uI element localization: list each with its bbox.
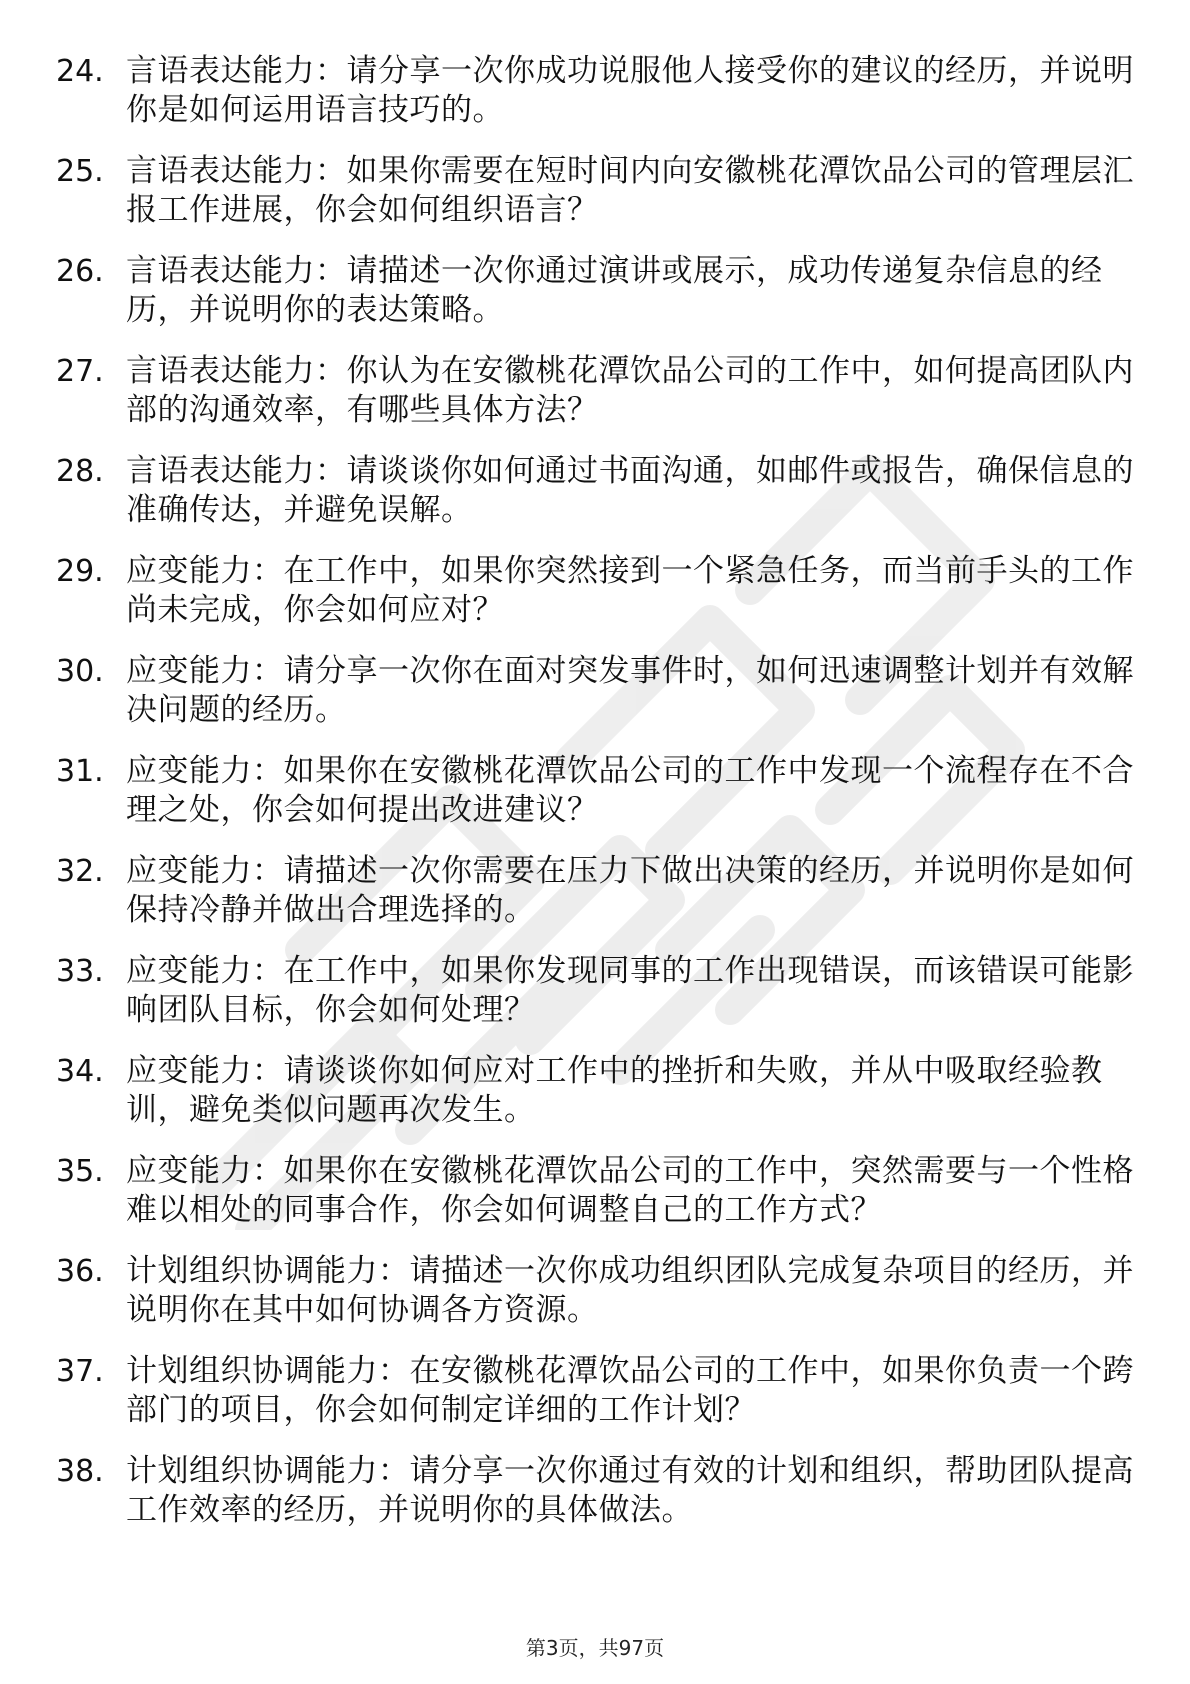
- page-footer: [0, 1632, 1190, 1661]
- question-number: 28.: [56, 454, 104, 489]
- question-number: 31.: [56, 754, 104, 789]
- question-number: 30.: [56, 654, 104, 689]
- question-number: 35.: [56, 1154, 104, 1189]
- page-number-label: 第3页，共97页: [525, 1636, 665, 1660]
- question-item: [56, 1452, 1136, 1552]
- question-text: 言语表达能力：如果你需要在短时间内向安徽桃花潭饮品公司的管理层汇报工作进展，你会如何组织语言？: [126, 153, 1134, 228]
- question-item: [56, 1052, 1136, 1152]
- question-text: 应变能力：请谈谈你如何应对工作中的挫折和失败，并从中吸取经验教训，避免类似问题再次发生。: [126, 1053, 1103, 1128]
- question-text: 言语表达能力：请分享一次你成功说服他人接受你的建议的经历，并说明你是如何运用语言技巧的。: [126, 53, 1134, 128]
- question-item: [56, 952, 1136, 1052]
- question-text: 言语表达能力：请谈谈你如何通过书面沟通，如邮件或报告，确保信息的准确传达，并避免误解。: [126, 453, 1134, 528]
- question-number: 32.: [56, 854, 104, 889]
- question-item: [56, 1252, 1136, 1352]
- question-text: 计划组织协调能力：请描述一次你成功组织团队完成复杂项目的经历，并说明你在其中如何协调各方资源。: [126, 1253, 1134, 1328]
- question-item: [56, 152, 1136, 252]
- question-item: [56, 52, 1136, 152]
- question-text: 应变能力：在工作中，如果你突然接到一个紧急任务，而当前手头的工作尚未完成，你会如何应对？: [126, 553, 1134, 628]
- question-text: 应变能力：如果你在安徽桃花潭饮品公司的工作中，突然需要与一个性格难以相处的同事合作，你会如何调整自己的工作方式？: [126, 1153, 1134, 1228]
- question-number: 36.: [56, 1254, 104, 1289]
- question-item: [56, 852, 1136, 952]
- question-item: [56, 652, 1136, 752]
- question-number: 34.: [56, 1054, 104, 1089]
- question-list: [56, 52, 1136, 1552]
- question-item: [56, 752, 1136, 852]
- question-number: 27.: [56, 354, 104, 389]
- question-text: 计划组织协调能力：请分享一次你通过有效的计划和组织，帮助团队提高工作效率的经历，并说明你的具体做法。: [126, 1453, 1134, 1528]
- question-text: 应变能力：请分享一次你在面对突发事件时，如何迅速调整计划并有效解决问题的经历。: [126, 653, 1134, 728]
- question-number: 38.: [56, 1454, 104, 1489]
- question-text: 应变能力：请描述一次你需要在压力下做出决策的经历，并说明你是如何保持冷静并做出合理选择的。: [126, 853, 1134, 928]
- question-number: 25.: [56, 154, 104, 189]
- question-item: [56, 352, 1136, 452]
- question-number: 37.: [56, 1354, 104, 1389]
- question-item: [56, 1352, 1136, 1452]
- question-text: 应变能力：如果你在安徽桃花潭饮品公司的工作中发现一个流程存在不合理之处，你会如何提出改进建议？: [126, 753, 1134, 828]
- question-number: 29.: [56, 554, 104, 589]
- question-text: 言语表达能力：请描述一次你通过演讲或展示，成功传递复杂信息的经历，并说明你的表达策略。: [126, 253, 1103, 328]
- question-number: 24.: [56, 54, 104, 89]
- question-item: [56, 552, 1136, 652]
- question-number: 26.: [56, 254, 104, 289]
- question-text: 计划组织协调能力：在安徽桃花潭饮品公司的工作中，如果你负责一个跨部门的项目，你会如何制定详细的工作计划？: [126, 1353, 1134, 1428]
- question-item: [56, 452, 1136, 552]
- question-text: 应变能力：在工作中，如果你发现同事的工作出现错误，而该错误可能影响团队目标，你会如何处理？: [126, 953, 1134, 1028]
- question-number: 33.: [56, 954, 104, 989]
- question-text: 言语表达能力：你认为在安徽桃花潭饮品公司的工作中，如何提高团队内部的沟通效率，有哪些具体方法？: [126, 353, 1134, 428]
- question-item: [56, 1152, 1136, 1252]
- question-item: [56, 252, 1136, 352]
